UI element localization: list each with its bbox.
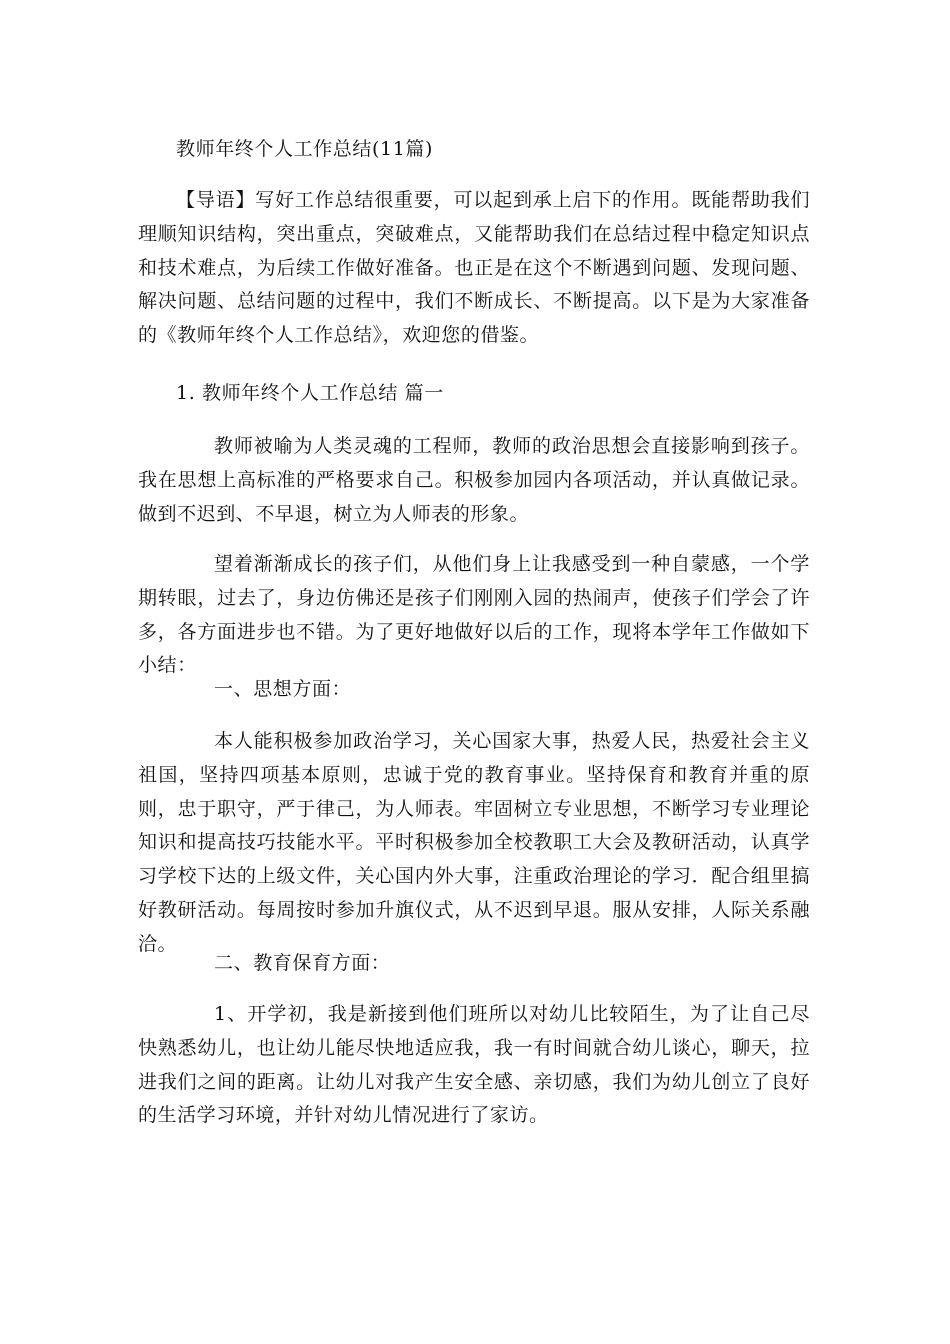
paragraph-3: 本人能积极参加政治学习，关心国家大事，热爱人民，热爱社会主义祖国，坚持四项基本原则，忠诚于党的教育事业。坚持保育和教育并重的原则，忠于职守，严于律己，为人师表。牢固树立专业思想，不断学习专业理论知识和提高技巧技能水平。平时积极参加全校教职工大会及教研活动，认真学习学校下达的上级文件，关心国内外大事，注重政治理论的学习．配合组里搞好教研活动。每周按时参加升旗仪式，从不迟到早退。服从安排，人际关系融洽。	[138, 730, 810, 955]
paragraph-4: 1、开学初，我是新接到他们班所以对幼儿比较陌生，为了让自己尽快熟悉幼儿，也让幼儿能尽快地适应我，我一有时间就合幼儿谈心，聊天，拉进我们之间的距离。让幼儿对我产生安全感、亲切感，我们为幼儿创立了良好的生活学习环境，并针对幼儿情况进行了家访。	[138, 1003, 810, 1127]
paragraph-2: 望着渐渐成长的孩子们，从他们身上让我感受到一种自蒙感，一个学期转眼，过去了，身边仿佛还是孩子们刚刚入园的热闹声，使孩子们学会了许多，各方面进步也不错。为了更好地做好以后的工作，现将本学年工作做如下小结：	[138, 553, 810, 677]
section-heading-1: 1. 教师年终个人工作总结 篇一	[176, 382, 444, 404]
paragraph-1: 教师被喻为人类灵魂的工程师，教师的政治思想会直接影响到孩子。我在思想上高标准的严格要求自己。积极参加园内各项活动，并认真做记录。做到不迟到、不早退，树立为人师表的形象。	[138, 435, 810, 525]
document-title: 教师年终个人工作总结(11篇)	[176, 138, 434, 160]
intro-paragraph: 【导语】写好工作总结很重要，可以起到承上启下的作用。既能帮助我们理顺知识结构，突出重点，突破难点，又能帮助我们在总结过程中稳定知识点和技术难点，为后续工作做好准备。也正是在这个不断遇到问题、发现问题、解决问题、总结问题的过程中，我们不断成长、不断提高。以下是为大家准备的《教师年终个人工作总结》，欢迎您的借鉴。	[138, 189, 810, 347]
subheading-thought: 一、思想方面：	[214, 678, 352, 700]
subheading-education: 二、教育保育方面：	[214, 952, 391, 974]
